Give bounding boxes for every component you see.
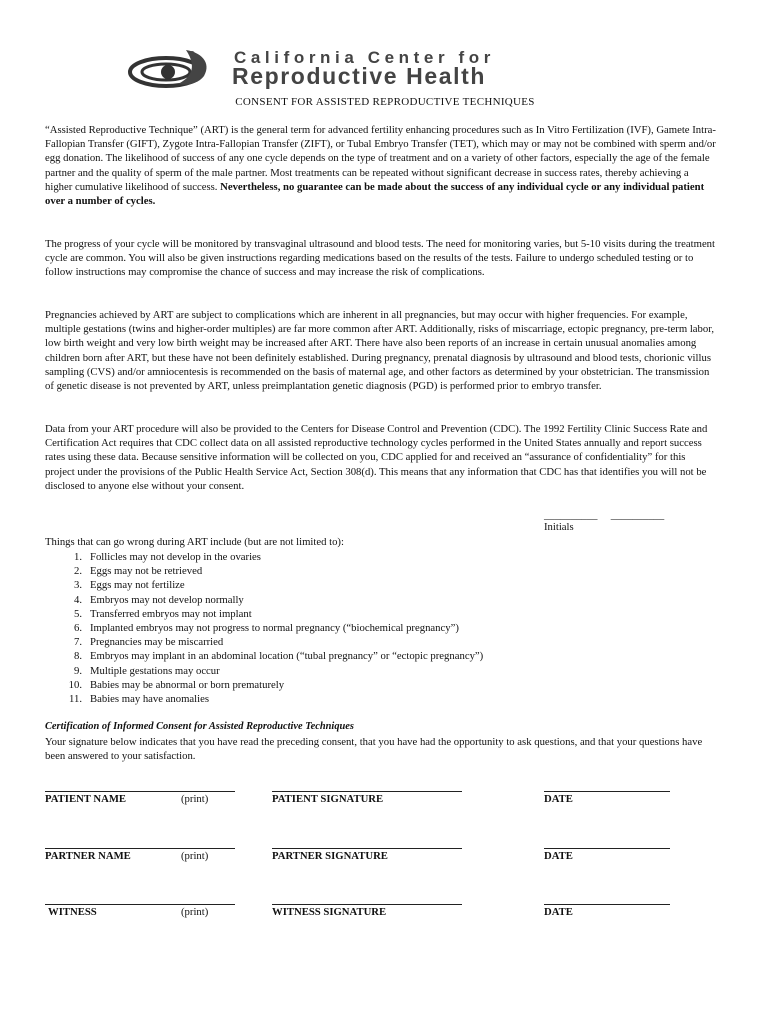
risk-number: 6. [73,622,82,635]
risk-list-item [45,607,483,621]
risk-list-item [45,578,483,592]
risk-list-item [45,664,483,678]
risk-list-item [45,564,483,578]
risk-text: Transferred embryos may not implant [90,607,252,620]
risk-text: Eggs may not be retrieved [90,565,203,578]
risk-number: 4. [73,593,82,606]
initials-fields[interactable]: __________ __________ [544,509,665,521]
risk-number: 3. [73,579,82,592]
partner-name-field[interactable] [45,848,235,849]
certification-title: Certification of Informed Consent for Assisted Reproductive Techniques [45,721,354,732]
risk-text: Implanted embryos may not progress to normal pregnancy (“biochemical pregnancy”) [90,622,459,635]
partner-name-label: PARTNER NAME [45,850,131,862]
risk-text: Babies may be abnormal or born prematurely [90,678,285,691]
witness-name-field[interactable] [45,904,235,905]
patient-name-field[interactable] [45,791,235,792]
art-definition-text: “Assisted Reproductive Technique” (ART) is the general term for advanced fertility enhancing procedures such as In Vitro Fertilization (IVF), Gamete Intra-Fallopian Transfer (GIFT), Zygote Intra-Fallopian Transfer (ZIFT), or Tubal Embryo Transfer (TET), which may or may not be combined with sperm and/or egg donation. The likelihood of success of any one cycle depends on the type of treatment and on a variety of other factors, especially the age of the female partner and the quality of sperm of the male partner. Most treatments can be repeated without significant decrease in success rates, thereby achieving a higher cumulative likelihood of success. [45,124,716,193]
complications-paragraph: Pregnancies achieved by ART are subject to complications which are inherent in all pregnancies, but may occur with higher frequencies. For example, multiple gestations (twins and higher-order multiples) are far more common after ART. Additionally, risks of miscarriage, ectopic pregnancy, pre-term labor, low birth weight and very low birth weight may be increased after ART. There have also been reports of an increase in certain unusual anomalies among children born after ART, but these have not been definitely established. During pregnancy, prenatal diagnosis by ultrasound and blood tests, chorionic villus sampling (CVS) and/or amniocentesis is recommended on the basis of maternal age, and other factors as determined by your obstetrician. The transmission of genetic disease is not prevented by ART, unless preimplantation genetic diagnosis (PGD) is performed prior to embryo transfer. [45,309,715,393]
clinic-logo-mark-icon [128,46,228,92]
risk-number: 5. [73,607,82,620]
partner-print-note: (print) [181,850,209,862]
risk-text: Embryos may not develop normally [90,593,244,606]
patient-signature-field[interactable] [272,791,462,792]
no-guarantee-statement: Nevertheless, no guarantee can be made about the success of any individual cycle or any individual patient over a number of cycles. [45,180,705,208]
risk-list-item [45,692,483,706]
art-definition-paragraph [45,123,717,208]
initials-label: Initials [544,521,574,533]
monitoring-paragraph: The progress of your cycle will be monitored by transvaginal ultrasound and blood tests. The need for monitoring varies, but 5-10 visits during the treatment cycle are common. You will also be given instructions regarding medications based on the results of the tests. Failure to undergo scheduled testing or to follow instructions may compromise the chance of success and may increase the risk of complications. [45,238,715,279]
risk-text: Babies may have anomalies [90,693,210,706]
partner-date-field[interactable] [544,848,670,849]
risk-text: Multiple gestations may occur [90,664,220,677]
risk-list-item [45,621,483,635]
risk-text: Follicles may not develop in the ovaries [90,551,261,563]
risk-number: 9. [73,664,82,677]
partner-signature-label: PARTNER SIGNATURE [272,850,388,862]
certification-text: Your signature below indicates that you have read the preceding consent, that you have had the opportunity to ask questions, and that your questions have been answered to your satisfaction. [45,736,703,763]
risk-text: Pregnancies may be miscarried [90,636,224,649]
risk-number: 2. [73,565,82,578]
risk-list-item [45,635,483,649]
clinic-logo [128,46,648,92]
witness-signature-field[interactable] [272,904,462,905]
risk-list-item [45,550,483,564]
witness-print-note: (print) [181,906,209,918]
patient-signature-label: PATIENT SIGNATURE [272,793,384,805]
patient-date-field[interactable] [544,791,670,792]
witness-date-field[interactable] [544,904,670,905]
partner-date-label: DATE [544,850,573,862]
witness-signature-label: WITNESS SIGNATURE [272,906,387,918]
patient-name-label: PATIENT NAME [45,793,127,805]
witness-date-label: DATE [544,906,573,918]
risks-intro: Things that can go wrong during ART include (but are not limited to): [45,536,344,548]
risk-number: 10. [68,678,82,691]
risk-text: Eggs may not fertilize [90,579,185,592]
logo-line-2: Reproductive Health [232,63,487,89]
risk-number: 1. [73,551,82,563]
partner-signature-field[interactable] [272,848,462,849]
risk-text: Embryos may implant in an abdominal location (“tubal pregnancy” or “ectopic pregnancy”) [90,650,484,663]
cdc-data-paragraph: Data from your ART procedure will also be provided to the Centers for Disease Control and Prevention (CDC). The 1992 Fertility Clinic Success Rate and Certification Act requires that CDC collect data on all assisted reproductive technology cycles performed in the United States annually and report success rates using these data. Because sensitive information will be collected on you, CDC applied for and received an “assurance of confidentiality” for this project under the provisions of the Public Health Service Act, Section 308(d). This means that any information that CDC has that identifies you will not be disclosed to anyone else without your consent. [45,423,708,492]
patient-date-label: DATE [544,793,573,805]
witness-name-label: WITNESS [48,906,97,918]
risk-number: 11. [69,693,82,706]
risk-list-item [45,649,483,663]
risks-list [45,550,483,706]
logo-line-1: California Center for [234,48,495,67]
document-title: CONSENT FOR ASSISTED REPRODUCTIVE TECHNIQUES [235,96,535,108]
risk-list-item [45,593,483,607]
risk-number: 7. [73,636,82,649]
risk-number: 8. [73,650,82,663]
risk-list-item [45,678,483,692]
patient-print-note: (print) [181,793,209,805]
